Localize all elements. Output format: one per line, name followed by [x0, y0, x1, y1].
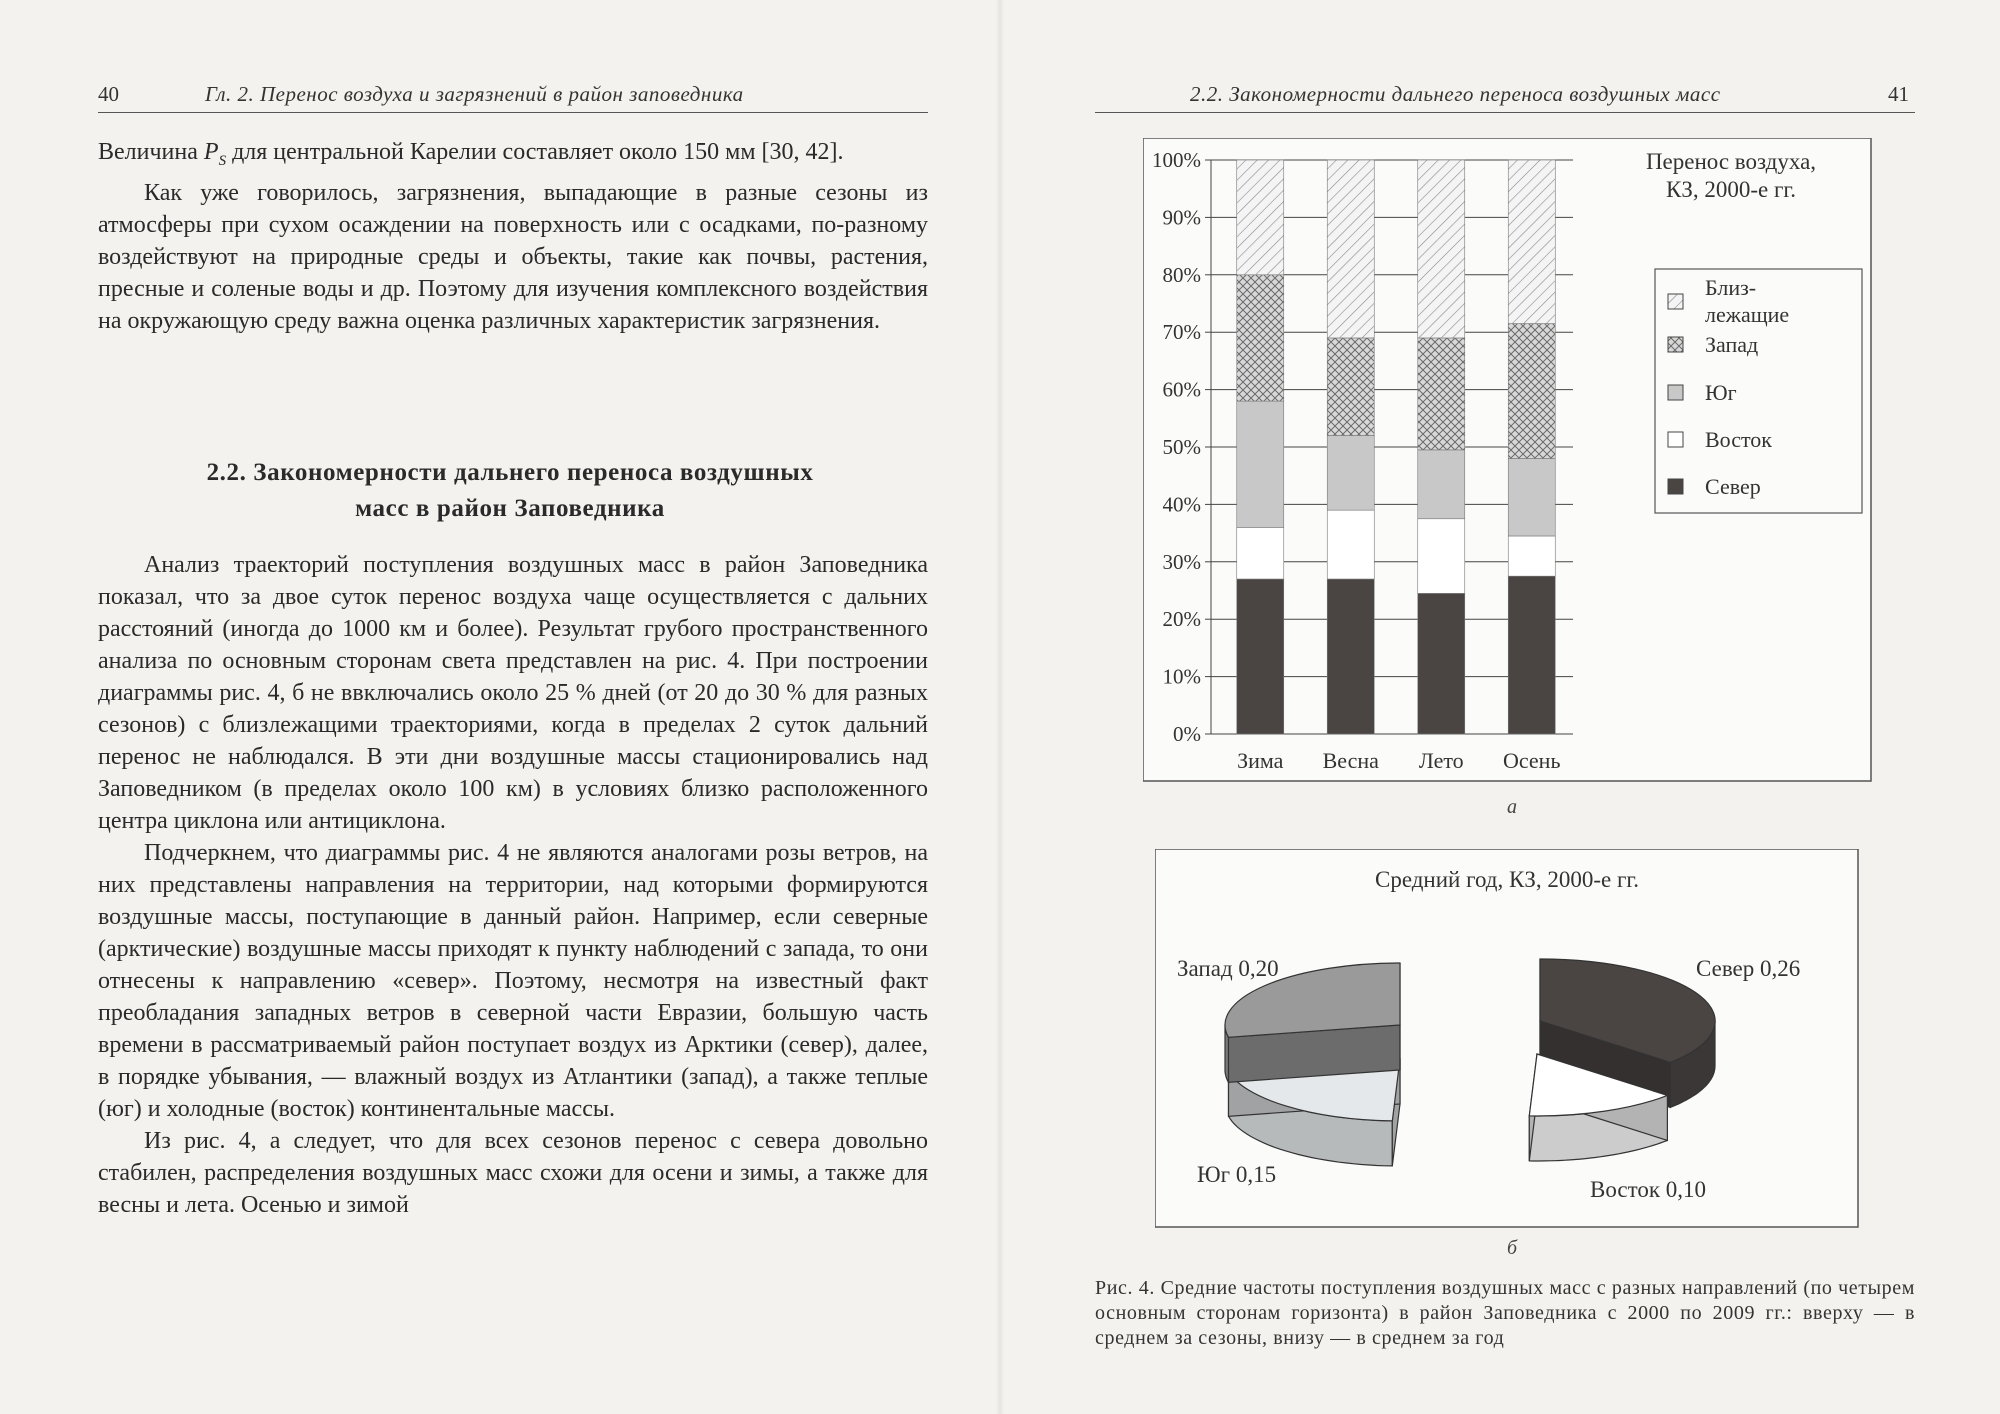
right-header-rule: [1095, 112, 1915, 113]
seasonal-stacked-bar-chart: [1143, 138, 1873, 783]
bar-segment-south: [1237, 401, 1284, 527]
left-body-text: [98, 549, 928, 1221]
legend-label: Север: [1705, 474, 1761, 499]
legend-swatch-east: [1668, 432, 1683, 447]
legend-label: Юг: [1705, 380, 1737, 405]
pie-chart-title: Средний год, КЗ, 2000-е гг.: [1374, 867, 1640, 892]
paragraph-1: Величина $P_S$ для центральной Карелии составляет около 150 мм [30, 42].: [98, 139, 844, 169]
figure-b-label: б: [1506, 1237, 1518, 1259]
bar-segment-east: [1237, 527, 1284, 579]
y-tick-label: 100%: [1152, 148, 1201, 172]
bar-segment-near: [1327, 160, 1374, 338]
left-header-rule: [98, 112, 928, 113]
right-running-head: 2.2. Закономерности дальнего переноса воздушных масс: [1190, 82, 1721, 106]
bar-segment-west: [1327, 338, 1374, 436]
y-tick-label: 70%: [1162, 320, 1201, 345]
left-page-number: 40: [98, 82, 119, 106]
bar-segment-north: [1327, 579, 1374, 734]
right-page-number: 41: [1888, 82, 1909, 106]
bar-segment-east: [1418, 519, 1465, 594]
y-tick-label: 0%: [1173, 722, 1201, 746]
paragraph-3: Анализ траекторий поступления воздушных масс в район Заповедника показал, что за двое суток перенос воздуха чаще осуществляется с дальних расстояний (иногда до 1000 км и более). Результат грубого пространственного анализа по основным сторонам света представлен на рис. 4. При построении диаграммы рис. 4, б не ввключались около 25 % дней (от 20 до 30 % для разных сезонов) с близлежащими траекториями, когда в пределах 2 суток дальний перенос не наблюдался. В эти дни воздушные массы стационировались над Заповедником (в пределах около 100 км) в условиях близко расположенного центра циклона или антициклона.: [98, 552, 928, 834]
y-tick-label: 50%: [1162, 435, 1201, 459]
x-tick-label: Весна: [1322, 748, 1379, 773]
y-tick-label: 60%: [1162, 377, 1201, 402]
y-tick-label: 90%: [1162, 205, 1201, 230]
y-tick-label: 40%: [1162, 492, 1201, 517]
legend-swatch-near: [1668, 294, 1683, 309]
legend-label-line2: лежащие: [1705, 302, 1790, 327]
y-tick-label: 10%: [1162, 664, 1201, 689]
pie-label-south: Юг 0,15: [1197, 1162, 1277, 1187]
legend-swatch-north: [1668, 479, 1683, 494]
bar-segment-south: [1418, 450, 1465, 519]
legend-swatch-west: [1668, 337, 1683, 352]
book-gutter: [996, 0, 1004, 1414]
section-title: 2.2. Закономерности дальнего переноса воздушных масс в район Заповедника: [206, 459, 814, 522]
bar-chart-legend: [1655, 269, 1862, 513]
pie-label-west: Запад 0,20: [1177, 956, 1279, 981]
x-tick-label: Лето: [1418, 748, 1464, 773]
legend-label: Восток: [1705, 427, 1772, 452]
y-tick-label: 20%: [1162, 607, 1201, 632]
bar-segment-near: [1418, 160, 1465, 338]
paragraph-4: Подчеркнем, что диаграммы рис. 4 не являются аналогами розы ветров, на них представлены направления на территории, над которыми формируются воздушные массы, поступающие в данный район. Например, если северные (арктические) воздушные массы приходят к пункту наблюдений с запада, то они отнесены к направлению «север». Поэтому, несмотря на известный факт преобладания западных ветров в северной части Евразии, большую часть времени в рассматриваемый район поступает воздух из Арктики (север), далее, в порядке убывания, — влажный воздух из Атлантики (запад), а также теплые (юг) и холодные (восток) континентальные массы.: [98, 840, 928, 1122]
bar-segment-east: [1508, 536, 1555, 576]
bar-segment-west: [1237, 275, 1284, 401]
left-running-head: Гл. 2. Перенос воздуха и загрязнений в район заповедника: [205, 82, 744, 106]
y-tick-label: 30%: [1162, 549, 1201, 574]
legend-label: Запад: [1705, 332, 1759, 357]
annual-pie-chart: [1155, 849, 1860, 1229]
pie-label-north: Север 0,26: [1696, 956, 1801, 981]
bar-segment-north: [1508, 576, 1555, 734]
bar-segment-south: [1327, 436, 1374, 511]
figure-caption: Рис. 4. Средние частоты поступления воздушных масс с разных направлений (по четырем основным сторонам горизонта) в район Заповедника с 2000 по 2009 гг.: вверху — в среднем за сезоны, внизу — в среднем за год: [1095, 1277, 1915, 1349]
bar-segment-east: [1327, 510, 1374, 579]
bar-segment-south: [1508, 458, 1555, 535]
bar-segment-north: [1237, 579, 1284, 734]
x-tick-label: Зима: [1237, 748, 1284, 773]
bar-chart-title-line2: КЗ, 2000-е гг.: [1665, 177, 1797, 202]
paragraph-5: Из рис. 4, а следует, что для всех сезонов перенос с севера довольно стабилен, распределения воздушных масс схожи для осени и зимы, а также для весны и лета. Осенью и зимой: [98, 1128, 928, 1218]
bar-segment-west: [1508, 324, 1555, 459]
y-tick-label: 80%: [1162, 262, 1201, 287]
bar-segment-near: [1508, 160, 1555, 324]
bar-segment-west: [1418, 338, 1465, 450]
bar-segment-north: [1418, 593, 1465, 734]
x-tick-label: Осень: [1503, 748, 1561, 773]
legend-label: Близ-: [1705, 275, 1757, 300]
pie-label-east: Восток 0,10: [1590, 1177, 1707, 1202]
legend-swatch-south: [1668, 385, 1683, 400]
bar-chart-title-line1: Перенос воздуха,: [1645, 149, 1817, 174]
paragraph-2: Как уже говорилось, загрязнения, выпадающие в разные сезоны из атмосферы при сухом осаждении на поверхность или с осадками, по-разному воздействуют на природные среды и объекты, такие как почвы, растения, пресные и соленые воды и др. Поэтому для изучения комплексного воздействия на окружающую среду важна оценка различных характеристик загрязнения.: [98, 179, 928, 334]
figure-a-label: а: [1507, 796, 1517, 818]
bar-segment-near: [1237, 160, 1284, 275]
left-top-text: [98, 136, 928, 337]
